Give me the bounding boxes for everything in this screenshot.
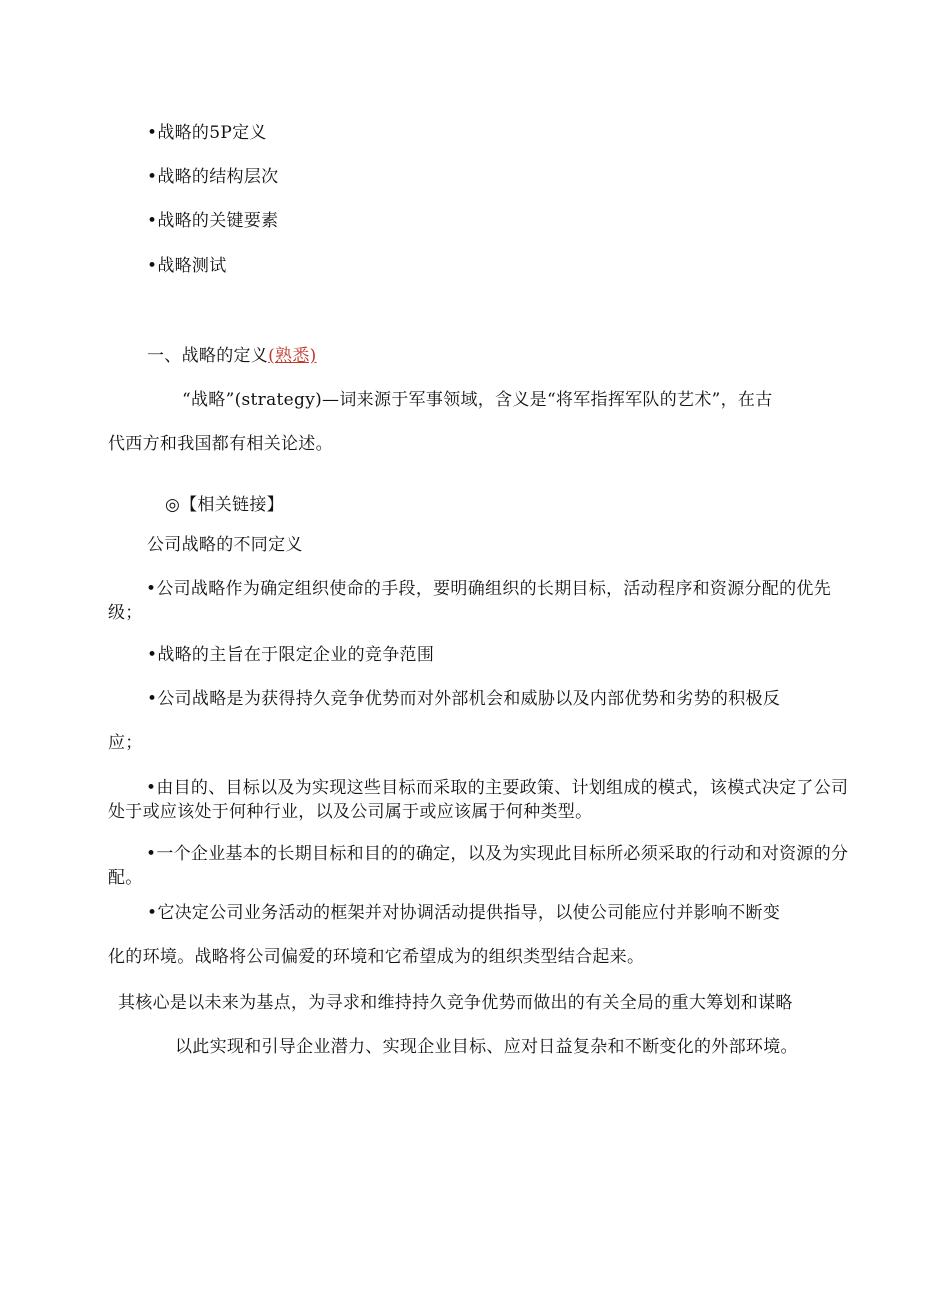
core-statement-line-2: 以此实现和引导企业潜力、实现企业目标、应对日益复杂和不断变化的外部环境。 [175,1037,798,1057]
definition-4: •由目的、目标以及为实现这些目标而采取的主要政策、计划组成的模式，该模式决定了公司处于或应该处于何种行业，以及公司属于或应该属于何种类型。 [108,778,849,822]
intro-line-1: “战略”(strategy)—词来源于军事领域，含义是“将军指挥军队的艺术”，在古 [182,390,773,410]
core-statement-line-1: 其核心是以未来为基点，为寻求和维持持久竞争优势而做出的有关全局的重大筹划和谋略 [118,993,793,1013]
definition-2: •战略的主旨在于限定企业的竞争范围 [147,645,435,665]
related-link-label: ◎【相关链接】 [165,495,284,515]
topic-item: •战略的5P定义 [147,123,267,143]
section-tag: (熟悉) [268,346,317,366]
section-title: 一、战略的定义 [147,346,269,366]
topic-item: •战略测试 [147,256,227,276]
definition-6-line-1: •它决定公司业务活动的框架并对协调活动提供指导，以使公司能应付并影响不断变 [147,903,781,923]
definition-5: •一个企业基本的长期目标和目的的确定，以及为实现此目标所必须采取的行动和对资源的分配。 [108,844,849,888]
definitions-title: 公司战略的不同定义 [147,535,303,555]
intro-line-2: 代西方和我国都有相关论述。 [108,434,333,454]
topic-item: •战略的结构层次 [147,167,279,187]
definition-3-line-1: •公司战略是为获得持久竞争优势而对外部机会和威胁以及内部优势和劣势的积极反 [147,689,781,709]
definition-1: •公司战略作为确定组织使命的手段，要明确组织的长期目标，活动程序和资源分配的优先级； [108,579,832,623]
section-heading [147,345,317,367]
definition-6-line-2: 化的环境。战略将公司偏爱的环境和它希望成为的组织类型结合起来。 [108,947,645,967]
topic-item: •战略的关键要素 [147,211,279,231]
definition-3-line-2: 应； [108,733,143,753]
